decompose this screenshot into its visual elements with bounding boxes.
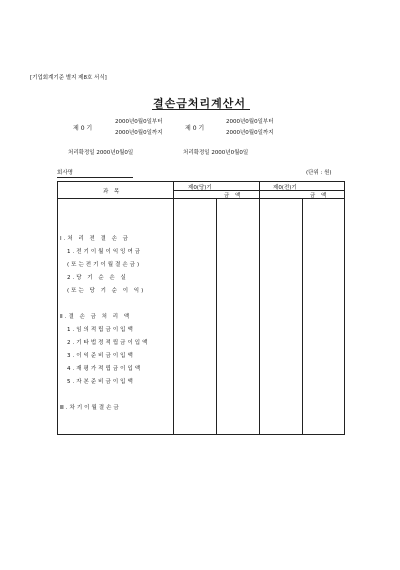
document-title: 결손금처리계산서 bbox=[153, 97, 247, 110]
prior-confirm-date: 처리확정일 2000년0월0일 bbox=[183, 150, 249, 156]
col-divider-period bbox=[259, 182, 260, 434]
row-prior-retained: 1.전기이월이익잉여금 bbox=[67, 249, 143, 255]
col-divider-item bbox=[173, 182, 174, 434]
row-deficit-before: Ⅰ.처 리 전 결 손 금 bbox=[60, 236, 130, 242]
row-prior-deficit-alt: (또는전기이월결손금) bbox=[67, 262, 142, 268]
current-period-from: 2000년0월0일부터 bbox=[115, 119, 163, 125]
prior-period-to: 2000년0월0일까지 bbox=[226, 130, 274, 136]
company-name-label: 회사명 bbox=[57, 170, 73, 176]
title-underline bbox=[152, 109, 250, 110]
row-net-income-alt: (또는 당 기 순 이 익) bbox=[67, 288, 146, 294]
row-earned-surplus-reserve: 3.이익준비금이입액 bbox=[67, 353, 135, 359]
row-voluntary-reserve: 1.임의적립금이입액 bbox=[67, 327, 135, 333]
row-net-loss: 2.당 기 순 손 실 bbox=[67, 275, 128, 281]
header-current-amount: 금 액 bbox=[224, 193, 243, 199]
header-prior-period: 제0(전)기 bbox=[273, 185, 297, 191]
current-period-label: 제 0 기 bbox=[73, 125, 93, 132]
header-current-period: 제0(당)기 bbox=[188, 185, 212, 191]
header-bottom-line bbox=[58, 198, 344, 199]
header-item: 과 목 bbox=[103, 189, 122, 195]
unit-label: (단위 : 원) bbox=[306, 170, 332, 176]
prior-period-label: 제 0 기 bbox=[185, 125, 205, 132]
prior-period-from: 2000년0월0일부터 bbox=[226, 119, 274, 125]
col-divider-prior-sub bbox=[302, 198, 303, 434]
statement-table bbox=[57, 181, 345, 435]
current-period-to: 2000년0월0일까지 bbox=[115, 130, 163, 136]
header-prior-amount: 금 액 bbox=[310, 193, 329, 199]
current-confirm-date: 처리확정일 2000년0월0일 bbox=[68, 150, 134, 156]
col-divider-current-sub bbox=[216, 198, 217, 434]
form-reference: [기업회계기준 별지 제8호 서식] bbox=[30, 75, 107, 81]
row-revaluation-reserve: 4.재평가적립금이입액 bbox=[67, 366, 143, 372]
row-capital-reserve: 5.자본준비금이입액 bbox=[67, 379, 135, 385]
company-name-line bbox=[57, 177, 133, 178]
row-deficit-carried-forward: Ⅲ.차기이월결손금 bbox=[60, 405, 121, 411]
row-deficit-disposal: Ⅱ.결 손 금 처 리 액 bbox=[60, 314, 132, 320]
row-other-legal-reserve: 2.기타법정적립금이입액 bbox=[67, 340, 150, 346]
